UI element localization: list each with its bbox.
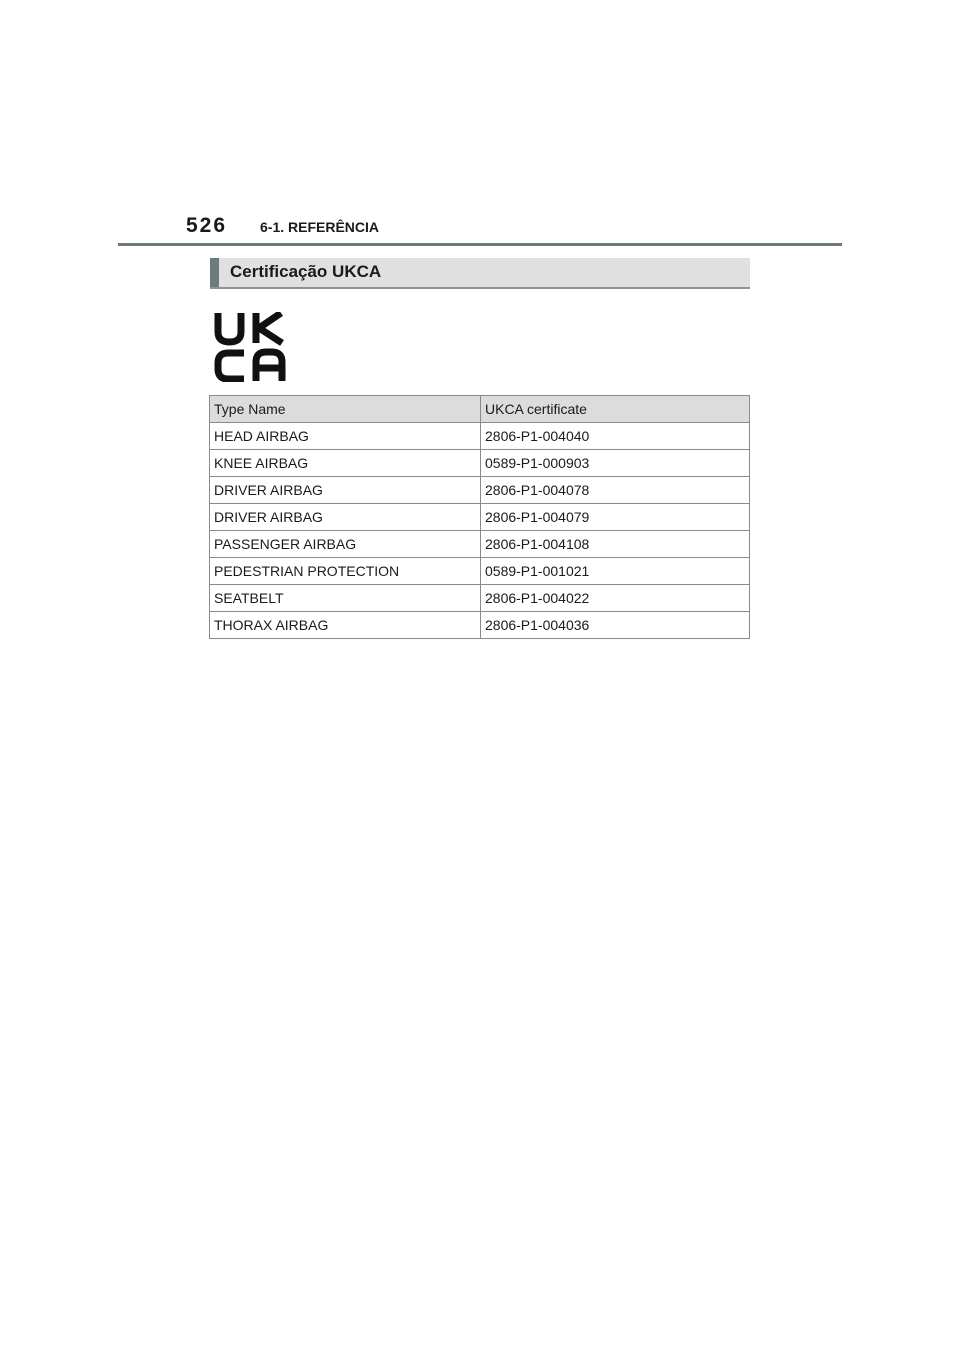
- certificate-cell: 0589-P1-001021: [481, 558, 750, 585]
- heading-accent-bar: [210, 258, 219, 287]
- type-name-cell: PEDESTRIAN PROTECTION: [210, 558, 481, 585]
- ukca-logo: [214, 312, 286, 382]
- type-name-cell: SEATBELT: [210, 585, 481, 612]
- page-number: 526: [186, 214, 228, 237]
- page-header: [0, 0, 960, 250]
- type-name-cell: HEAD AIRBAG: [210, 423, 481, 450]
- column-header-ukca-certificate: UKCA certificate: [481, 396, 750, 423]
- certificate-cell: 2806-P1-004108: [481, 531, 750, 558]
- table-row: [210, 531, 750, 558]
- certificate-cell: 2806-P1-004022: [481, 585, 750, 612]
- table-header-row: [210, 396, 750, 423]
- type-name-cell: PASSENGER AIRBAG: [210, 531, 481, 558]
- type-name-cell: DRIVER AIRBAG: [210, 477, 481, 504]
- table-row: [210, 504, 750, 531]
- table-row: [210, 558, 750, 585]
- table-row: [210, 585, 750, 612]
- certificate-cell: 2806-P1-004036: [481, 612, 750, 639]
- table-row: [210, 423, 750, 450]
- ukca-certificate-table: [209, 395, 750, 639]
- section-heading: [210, 258, 750, 289]
- certificate-cell: 2806-P1-004078: [481, 477, 750, 504]
- certificate-cell: 0589-P1-000903: [481, 450, 750, 477]
- certificate-cell: 2806-P1-004040: [481, 423, 750, 450]
- type-name-cell: DRIVER AIRBAG: [210, 504, 481, 531]
- table-row: [210, 612, 750, 639]
- section-title: Certificação UKCA: [230, 262, 382, 281]
- certificate-cell: 2806-P1-004079: [481, 504, 750, 531]
- type-name-cell: KNEE AIRBAG: [210, 450, 481, 477]
- table-row: [210, 450, 750, 477]
- table-row: [210, 477, 750, 504]
- chapter-title: 6-1. REFERÊNCIA: [260, 219, 380, 235]
- column-header-type-name: Type Name: [210, 396, 481, 423]
- type-name-cell: THORAX AIRBAG: [210, 612, 481, 639]
- header-divider: [118, 243, 842, 246]
